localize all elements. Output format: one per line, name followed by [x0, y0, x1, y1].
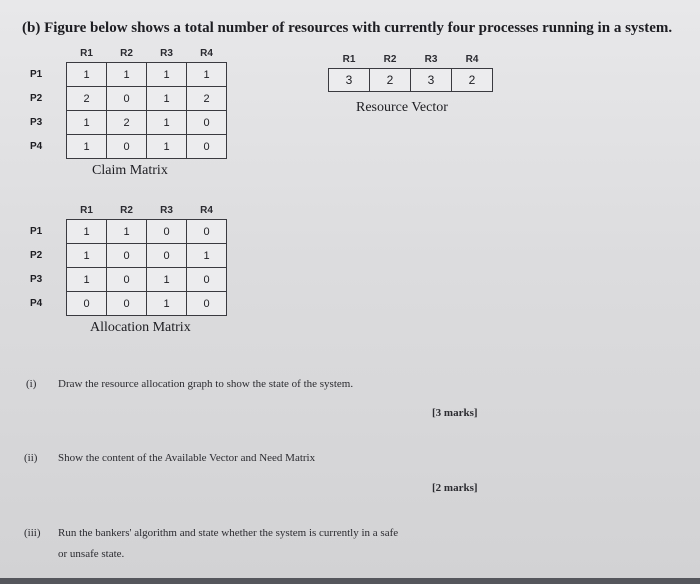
- matrix-cell: 0: [107, 135, 147, 159]
- table-row: [24, 135, 227, 159]
- column-header: R4: [465, 53, 479, 65]
- claim-matrix: [24, 44, 227, 159]
- column-header: R4: [200, 204, 213, 216]
- question-number: (iii): [24, 527, 41, 539]
- matrix-cell: 1: [147, 292, 187, 316]
- allocation-matrix: [24, 201, 227, 316]
- row-label: P1: [30, 226, 43, 237]
- screen-edge: [0, 578, 700, 584]
- vector-cell: 3: [329, 69, 370, 92]
- column-header: R4: [200, 47, 213, 59]
- matrix-cell: 0: [187, 292, 227, 316]
- resource-vector-caption: Resource Vector: [356, 100, 448, 115]
- column-header: R2: [383, 53, 397, 65]
- question-text: Run the bankers' algorithm and state whether the system is currently in a safe: [58, 527, 399, 539]
- table-row: [329, 69, 493, 92]
- matrix-cell: 0: [147, 244, 187, 268]
- row-label: P4: [30, 141, 43, 152]
- row-label: P1: [30, 69, 43, 80]
- matrix-cell: 1: [187, 63, 227, 87]
- table-row: [24, 244, 227, 268]
- matrix-cell: 0: [187, 268, 227, 292]
- column-header: R3: [160, 47, 173, 59]
- matrix-cell: 2: [67, 87, 107, 111]
- matrix-cell: 1: [187, 244, 227, 268]
- table-row: [24, 292, 227, 316]
- matrix-cell: 1: [67, 135, 107, 159]
- matrix-cell: 1: [67, 244, 107, 268]
- row-label: P2: [30, 93, 43, 104]
- matrix-cell: 1: [67, 111, 107, 135]
- claim-matrix-caption: Claim Matrix: [92, 163, 168, 178]
- question-marks: [3 marks]: [432, 407, 478, 419]
- column-header: R3: [160, 204, 173, 216]
- matrix-cell: 0: [107, 292, 147, 316]
- row-label: P3: [30, 117, 43, 128]
- matrix-cell: 0: [147, 220, 187, 244]
- column-header: R1: [342, 53, 356, 65]
- matrix-cell: 2: [107, 111, 147, 135]
- row-label: P3: [30, 274, 43, 285]
- matrix-cell: 1: [107, 63, 147, 87]
- matrix-cell: 1: [67, 220, 107, 244]
- column-header: R1: [80, 204, 93, 216]
- matrix-cell: 1: [67, 268, 107, 292]
- column-header: R2: [120, 47, 133, 59]
- matrix-cell: 1: [107, 220, 147, 244]
- row-label: P4: [30, 298, 43, 309]
- matrix-cell: 0: [67, 292, 107, 316]
- question-number: (i): [26, 378, 37, 390]
- table-row: [24, 63, 227, 87]
- matrix-cell: 1: [67, 63, 107, 87]
- matrix-cell: 0: [107, 268, 147, 292]
- allocation-matrix-caption: Allocation Matrix: [90, 320, 191, 335]
- column-header: R1: [80, 47, 93, 59]
- matrix-cell: 1: [147, 135, 187, 159]
- matrix-cell: 1: [147, 63, 187, 87]
- matrix-cell: 2: [187, 87, 227, 111]
- question-text: Show the content of the Available Vector and Need Matrix: [58, 452, 316, 464]
- vector-cell: 3: [411, 69, 452, 92]
- matrix-cell: 0: [187, 111, 227, 135]
- column-header: R2: [120, 204, 133, 216]
- table-row: [24, 87, 227, 111]
- matrix-cell: 0: [107, 244, 147, 268]
- question-heading: (b) Figure below shows a total number of resources with currently four processes running in a system.: [22, 20, 673, 36]
- table-row: [24, 220, 227, 244]
- matrix-cell: 0: [187, 220, 227, 244]
- matrix-cell: 0: [107, 87, 147, 111]
- question-number: (ii): [24, 452, 38, 464]
- resource-vector: [328, 50, 493, 92]
- table-row: [24, 111, 227, 135]
- vector-cell: 2: [370, 69, 411, 92]
- question-text-continued: or unsafe state.: [58, 548, 125, 560]
- matrix-cell: 1: [147, 87, 187, 111]
- table-row: [24, 268, 227, 292]
- matrix-cell: 1: [147, 268, 187, 292]
- matrix-cell: 1: [147, 111, 187, 135]
- row-label: P2: [30, 250, 43, 261]
- question-text: Draw the resource allocation graph to show the state of the system.: [58, 378, 354, 390]
- vector-cell: 2: [452, 69, 493, 92]
- question-marks: [2 marks]: [432, 482, 478, 494]
- column-header: R3: [424, 53, 438, 65]
- matrix-cell: 0: [187, 135, 227, 159]
